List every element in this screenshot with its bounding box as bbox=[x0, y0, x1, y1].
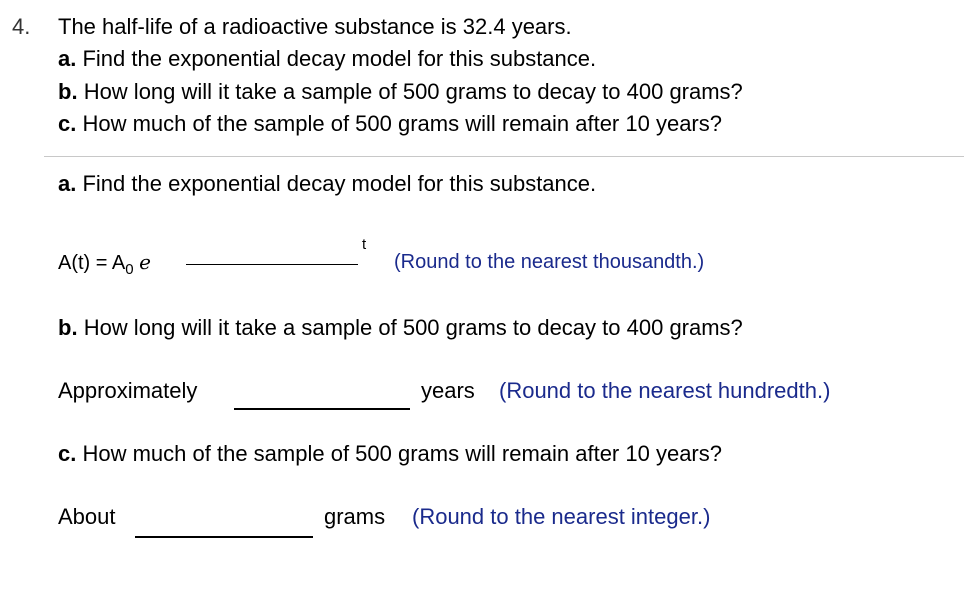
remaining-mass-input[interactable] bbox=[135, 536, 313, 538]
part-c-heading bbox=[58, 441, 722, 467]
part-a-stem: Find the exponential decay model for this substance. bbox=[82, 46, 597, 71]
part-b-prefix: Approximately bbox=[58, 378, 198, 403]
part-c-heading-text: How much of the sample of 500 grams will remain after 10 years? bbox=[82, 441, 722, 466]
part-a-label: a. bbox=[58, 46, 77, 71]
section-divider bbox=[44, 156, 964, 157]
part-a-heading-label: a. bbox=[58, 171, 77, 196]
part-b-unit: years bbox=[421, 378, 475, 403]
model-subscript: 0 bbox=[125, 261, 134, 278]
part-a-heading-text: Find the exponential decay model for this substance. bbox=[82, 171, 597, 196]
part-c-stem: How much of the sample of 500 grams will remain after 10 years? bbox=[82, 111, 722, 136]
model-base: e bbox=[139, 250, 151, 274]
question-number: 4. bbox=[12, 14, 31, 39]
part-b-stem: How long will it take a sample of 500 grams to decay to 400 grams? bbox=[83, 79, 743, 104]
question-part-b-text bbox=[58, 79, 743, 105]
part-c-label: c. bbox=[58, 111, 77, 136]
part-a-hint: (Round to the nearest thousandth.) bbox=[394, 251, 705, 273]
decay-model-equation bbox=[58, 250, 151, 278]
part-b-hint: (Round to the nearest hundredth.) bbox=[499, 378, 831, 403]
model-exponent-variable: t bbox=[362, 236, 367, 253]
decay-time-input[interactable] bbox=[234, 408, 410, 410]
part-b-heading bbox=[58, 315, 743, 341]
question-part-a-text bbox=[58, 46, 596, 72]
part-c-prefix: About bbox=[58, 504, 116, 529]
part-b-label: b. bbox=[58, 79, 78, 104]
model-lhs: A(t) = A bbox=[58, 252, 126, 274]
part-b-heading-text: How long will it take a sample of 500 grams to decay to 400 grams? bbox=[83, 315, 743, 340]
question-stem-line: The half-life of a radioactive substance is 32.4 years. bbox=[58, 14, 572, 39]
question-part-c-text bbox=[58, 111, 722, 137]
part-a-heading bbox=[58, 171, 596, 197]
part-c-hint: (Round to the nearest integer.) bbox=[412, 504, 711, 529]
decay-rate-input[interactable] bbox=[186, 264, 358, 265]
part-c-heading-label: c. bbox=[58, 441, 77, 466]
part-c-unit: grams bbox=[324, 504, 386, 529]
part-b-heading-label: b. bbox=[58, 315, 78, 340]
